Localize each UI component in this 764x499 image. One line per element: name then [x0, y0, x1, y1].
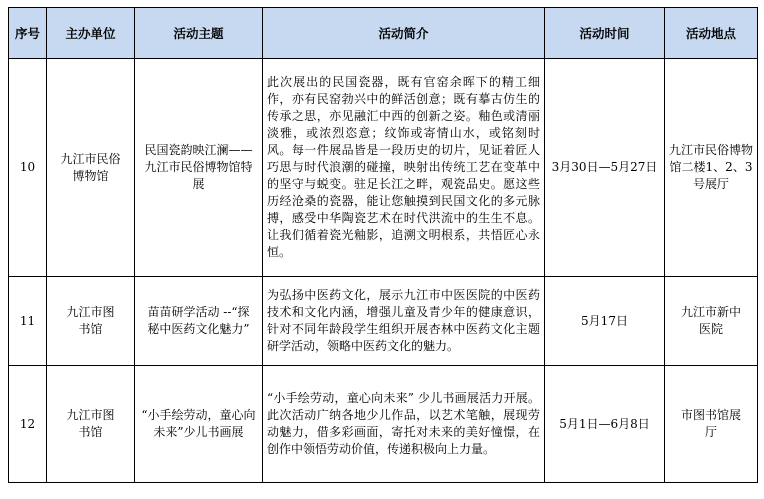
header-intro: 活动简介	[263, 8, 545, 59]
cell-time: 5月1日—6月8日	[545, 366, 665, 483]
cell-seq: 12	[9, 366, 47, 483]
header-theme: 活动主题	[135, 8, 263, 59]
cell-seq: 11	[9, 277, 47, 366]
cell-organizer: 九江市民俗博物馆	[47, 59, 135, 277]
header-time: 活动时间	[545, 8, 665, 59]
header-place: 活动地点	[665, 8, 758, 59]
cell-place: 九江市新中医院	[665, 277, 758, 366]
cell-organizer: 九江市图书馆	[47, 366, 135, 483]
table-row	[9, 277, 758, 366]
events-table	[8, 7, 758, 483]
cell-organizer: 九江市图书馆	[47, 277, 135, 366]
cell-place: 市图书馆展厅	[665, 366, 758, 483]
header-row	[9, 8, 758, 59]
cell-intro: 此次展出的民国瓷器，既有官窑余晖下的精工细作，亦有民窑勃兴中的鲜活创意；既有摹古仿生的传承之思，亦见融汇中西的创新之姿。釉色或清丽淡雅，或浓烈恣意；纹饰或寄情山水，或铭刻时风。每一件展品皆是一段历史的切片，见证着匠人巧思与时代浪潮的碰撞，映射出传统工艺在变革中的坚守与蜕变。驻足长江之畔，观瓷品史。愿这些历经沧桑的瓷器，能让您触摸到民国文化的多元脉搏，感受中华陶瓷艺术在时代洪流中的生生不息。让我们循着瓷光釉影，追溯文明根系，共悟匠心永恒。	[263, 59, 545, 277]
cell-time: 5月17日	[545, 277, 665, 366]
table-row	[9, 59, 758, 277]
cell-place: 九江市民俗博物馆二楼1、2、3号展厅	[665, 59, 758, 277]
cell-theme: 民国瓷韵映江澜——九江市民俗博物馆特展	[135, 59, 263, 277]
cell-theme: 苗苗研学活动 --“探秘中医药文化魅力”	[135, 277, 263, 366]
cell-theme: “小手绘劳动，童心向未来”少儿书画展	[135, 366, 263, 483]
cell-intro: 为弘扬中医药文化，展示九江市中医医院的中医药技术和文化内涵，增强儿童及青少年的健康意识，针对不同年龄段学生组织开展杏林中医药文化主题研学活动，领略中医药文化的魅力。	[263, 277, 545, 366]
cell-intro: “小手绘劳动，童心向未来” 少儿书画展活力开展。此次活动广纳各地少儿作品，以艺术笔触，展现劳动魅力，借多彩画面，寄托对未来的美好憧憬，在创作中领悟劳动价值，传递积极向上力量。	[263, 366, 545, 483]
cell-seq: 10	[9, 59, 47, 277]
header-seq: 序号	[9, 8, 47, 59]
header-organizer: 主办单位	[47, 8, 135, 59]
table-row	[9, 366, 758, 483]
cell-time: 3月30日—5月27日	[545, 59, 665, 277]
